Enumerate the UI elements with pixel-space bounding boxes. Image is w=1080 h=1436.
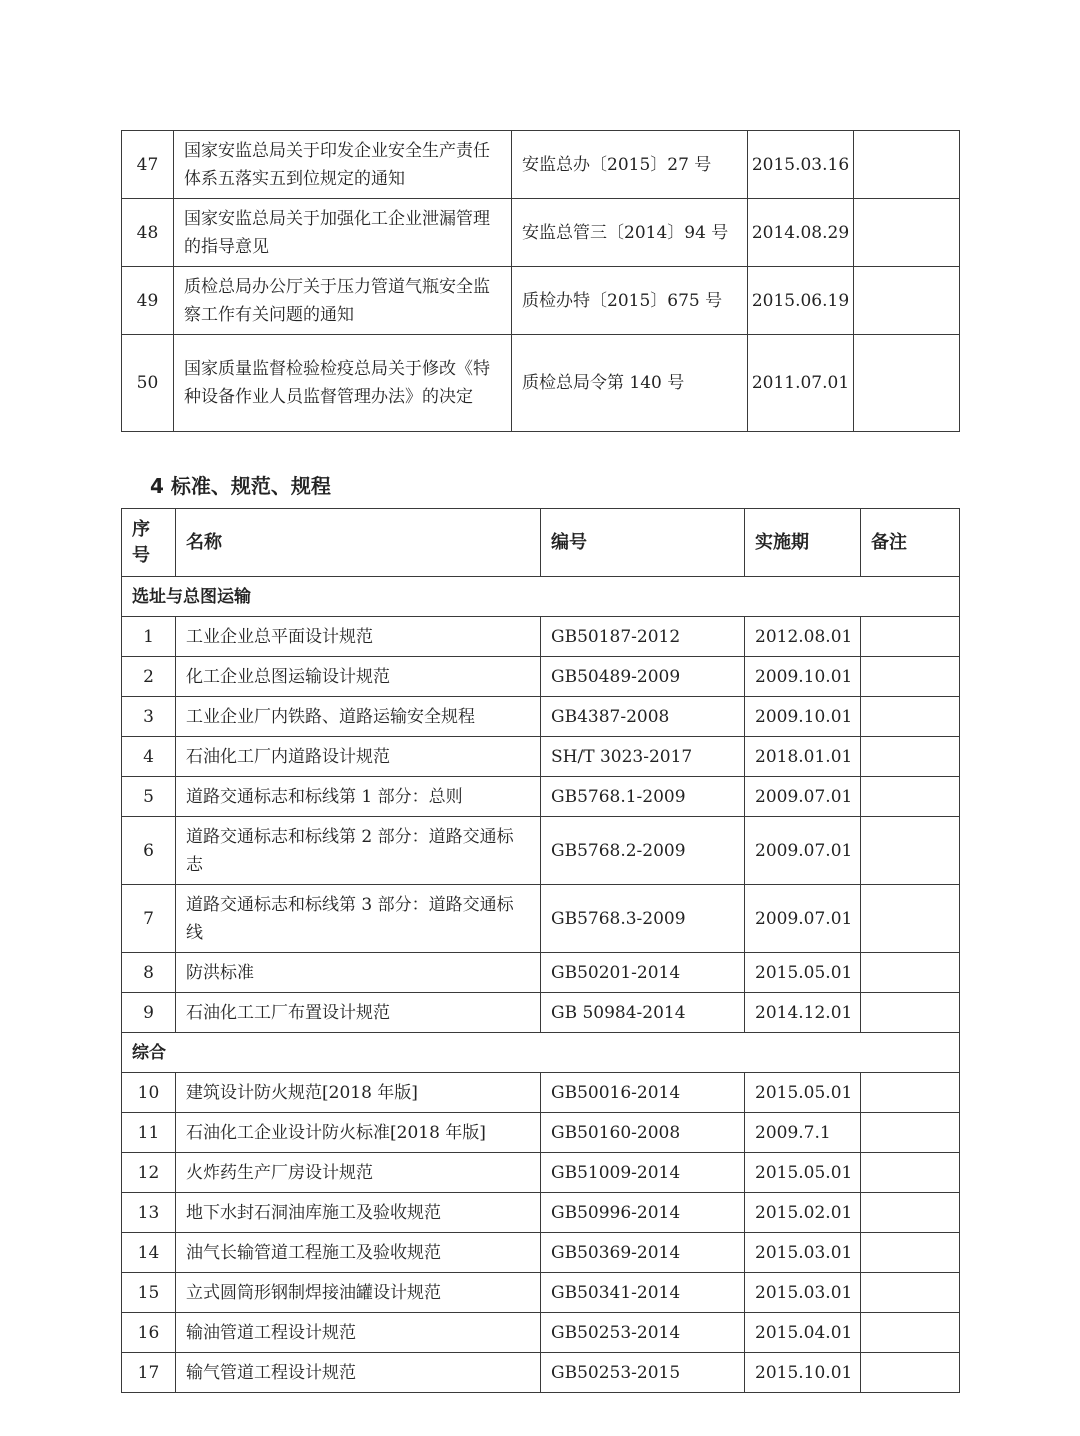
table-row xyxy=(122,777,960,817)
row-effective-date: 2009.10.01 xyxy=(745,657,861,697)
table-row xyxy=(122,885,960,953)
row-effective-date: 2015.02.01 xyxy=(745,1193,861,1233)
section-heading: 4 标准、规范、规程 xyxy=(150,474,331,498)
section-row xyxy=(122,577,960,617)
table-row xyxy=(122,737,960,777)
row-standard-code: GB51009-2014 xyxy=(541,1153,745,1193)
row-document-number: 安监总管三〔2014〕94 号 xyxy=(512,199,748,267)
row-effective-date: 2009.07.01 xyxy=(745,777,861,817)
row-number: 48 xyxy=(122,199,174,267)
row-number: 6 xyxy=(122,817,176,885)
row-note xyxy=(861,1193,960,1233)
row-effective-date: 2009.10.01 xyxy=(745,697,861,737)
row-date: 2014.08.29 xyxy=(748,199,854,267)
row-number: 8 xyxy=(122,953,176,993)
table-row xyxy=(122,199,960,267)
row-note xyxy=(861,1273,960,1313)
row-note xyxy=(854,267,960,335)
row-note xyxy=(861,817,960,885)
row-number: 7 xyxy=(122,885,176,953)
row-standard-name: 地下水封石洞油库施工及验收规范 xyxy=(176,1193,541,1233)
row-standard-name: 输气管道工程设计规范 xyxy=(176,1353,541,1393)
row-standard-code: GB50187-2012 xyxy=(541,617,745,657)
table-row xyxy=(122,1113,960,1153)
row-standard-code: GB5768.3-2009 xyxy=(541,885,745,953)
table-row xyxy=(122,657,960,697)
row-number: 1 xyxy=(122,617,176,657)
row-standard-code: GB50369-2014 xyxy=(541,1233,745,1273)
row-note xyxy=(861,657,960,697)
row-number: 11 xyxy=(122,1113,176,1153)
table-row xyxy=(122,131,960,199)
row-standard-name: 道路交通标志和标线第 2 部分：道路交通标志 xyxy=(176,817,541,885)
row-number: 50 xyxy=(122,335,174,432)
row-number: 12 xyxy=(122,1153,176,1193)
regulations-table xyxy=(121,130,960,432)
row-effective-date: 2015.03.01 xyxy=(745,1233,861,1273)
header-no xyxy=(122,509,176,577)
row-note xyxy=(861,1073,960,1113)
row-number: 17 xyxy=(122,1353,176,1393)
header-no-line2: 号 xyxy=(132,544,150,566)
row-note xyxy=(861,1233,960,1273)
row-standard-name: 油气长输管道工程施工及验收规范 xyxy=(176,1233,541,1273)
row-standard-code: GB50253-2015 xyxy=(541,1353,745,1393)
row-number: 14 xyxy=(122,1233,176,1273)
row-effective-date: 2009.07.01 xyxy=(745,885,861,953)
row-standard-code: SH/T 3023-2017 xyxy=(541,737,745,777)
header-note: 备注 xyxy=(861,509,960,577)
row-standard-name: 立式圆筒形钢制焊接油罐设计规范 xyxy=(176,1273,541,1313)
table-row xyxy=(122,953,960,993)
row-effective-date: 2015.10.01 xyxy=(745,1353,861,1393)
header-no-line1: 序 xyxy=(132,518,150,540)
row-number: 3 xyxy=(122,697,176,737)
section-title: 综合 xyxy=(122,1033,960,1073)
row-document-number: 质检总局令第 140 号 xyxy=(512,335,748,432)
row-standard-name: 道路交通标志和标线第 1 部分：总则 xyxy=(176,777,541,817)
section-title: 选址与总图运输 xyxy=(122,577,960,617)
row-note xyxy=(861,737,960,777)
header-date: 实施期 xyxy=(745,509,861,577)
row-standard-name: 化工企业总图运输设计规范 xyxy=(176,657,541,697)
row-title: 国家质量监督检验检疫总局关于修改《特种设备作业人员监督管理办法》的决定 xyxy=(174,335,512,432)
row-effective-date: 2009.07.01 xyxy=(745,817,861,885)
table-row xyxy=(122,817,960,885)
row-note xyxy=(861,885,960,953)
row-number: 5 xyxy=(122,777,176,817)
row-effective-date: 2015.04.01 xyxy=(745,1313,861,1353)
row-effective-date: 2018.01.01 xyxy=(745,737,861,777)
table-row xyxy=(122,617,960,657)
row-standard-name: 输油管道工程设计规范 xyxy=(176,1313,541,1353)
table-row xyxy=(122,1273,960,1313)
table-row xyxy=(122,1353,960,1393)
row-standard-name: 石油化工工厂布置设计规范 xyxy=(176,993,541,1033)
row-standard-name: 建筑设计防火规范[2018 年版] xyxy=(176,1073,541,1113)
row-document-number: 安监总办〔2015〕27 号 xyxy=(512,131,748,199)
row-effective-date: 2015.05.01 xyxy=(745,953,861,993)
row-standard-code: GB50341-2014 xyxy=(541,1273,745,1313)
row-standard-code: GB50201-2014 xyxy=(541,953,745,993)
row-note xyxy=(854,131,960,199)
table-row xyxy=(122,697,960,737)
row-note xyxy=(861,1153,960,1193)
row-note xyxy=(861,777,960,817)
row-effective-date: 2015.05.01 xyxy=(745,1073,861,1113)
row-note xyxy=(861,697,960,737)
row-date: 2015.06.19 xyxy=(748,267,854,335)
row-effective-date: 2014.12.01 xyxy=(745,993,861,1033)
row-effective-date: 2009.7.1 xyxy=(745,1113,861,1153)
table-row xyxy=(122,1073,960,1113)
row-standard-code: GB50253-2014 xyxy=(541,1313,745,1353)
row-number: 9 xyxy=(122,993,176,1033)
row-standard-name: 工业企业总平面设计规范 xyxy=(176,617,541,657)
header-name: 名称 xyxy=(176,509,541,577)
row-standard-code: GB50016-2014 xyxy=(541,1073,745,1113)
row-standard-code: GB5768.1-2009 xyxy=(541,777,745,817)
row-standard-name: 防洪标准 xyxy=(176,953,541,993)
row-date: 2015.03.16 xyxy=(748,131,854,199)
row-note xyxy=(854,199,960,267)
row-note xyxy=(861,993,960,1033)
row-standard-name: 火炸药生产厂房设计规范 xyxy=(176,1153,541,1193)
row-note xyxy=(861,1313,960,1353)
row-standard-name: 道路交通标志和标线第 3 部分：道路交通标线 xyxy=(176,885,541,953)
table-row xyxy=(122,993,960,1033)
row-standard-code: GB50996-2014 xyxy=(541,1193,745,1233)
table-header-row xyxy=(122,509,960,577)
row-number: 47 xyxy=(122,131,174,199)
row-number: 4 xyxy=(122,737,176,777)
row-note xyxy=(861,1113,960,1153)
row-title: 国家安监总局关于加强化工企业泄漏管理的指导意见 xyxy=(174,199,512,267)
table-row xyxy=(122,1313,960,1353)
row-note xyxy=(861,953,960,993)
table-row xyxy=(122,267,960,335)
row-date: 2011.07.01 xyxy=(748,335,854,432)
row-effective-date: 2012.08.01 xyxy=(745,617,861,657)
section-row xyxy=(122,1033,960,1073)
row-document-number: 质检办特〔2015〕675 号 xyxy=(512,267,748,335)
row-standard-name: 石油化工厂内道路设计规范 xyxy=(176,737,541,777)
row-standard-name: 工业企业厂内铁路、道路运输安全规程 xyxy=(176,697,541,737)
standards-table xyxy=(121,508,960,1393)
row-number: 16 xyxy=(122,1313,176,1353)
row-effective-date: 2015.03.01 xyxy=(745,1273,861,1313)
row-standard-name: 石油化工企业设计防火标准[2018 年版] xyxy=(176,1113,541,1153)
row-note xyxy=(861,1353,960,1393)
table-row xyxy=(122,1153,960,1193)
row-standard-code: GB 50984-2014 xyxy=(541,993,745,1033)
row-note xyxy=(854,335,960,432)
header-code: 编号 xyxy=(541,509,745,577)
row-effective-date: 2015.05.01 xyxy=(745,1153,861,1193)
row-note xyxy=(861,617,960,657)
row-number: 10 xyxy=(122,1073,176,1113)
row-standard-code: GB50489-2009 xyxy=(541,657,745,697)
row-number: 13 xyxy=(122,1193,176,1233)
table-row xyxy=(122,1193,960,1233)
row-standard-code: GB4387-2008 xyxy=(541,697,745,737)
row-title: 国家安监总局关于印发企业安全生产责任体系五落实五到位规定的通知 xyxy=(174,131,512,199)
row-number: 2 xyxy=(122,657,176,697)
row-number: 49 xyxy=(122,267,174,335)
row-title: 质检总局办公厅关于压力管道气瓶安全监察工作有关问题的通知 xyxy=(174,267,512,335)
table-row xyxy=(122,335,960,432)
row-number: 15 xyxy=(122,1273,176,1313)
row-standard-code: GB5768.2-2009 xyxy=(541,817,745,885)
table-row xyxy=(122,1233,960,1273)
row-standard-code: GB50160-2008 xyxy=(541,1113,745,1153)
